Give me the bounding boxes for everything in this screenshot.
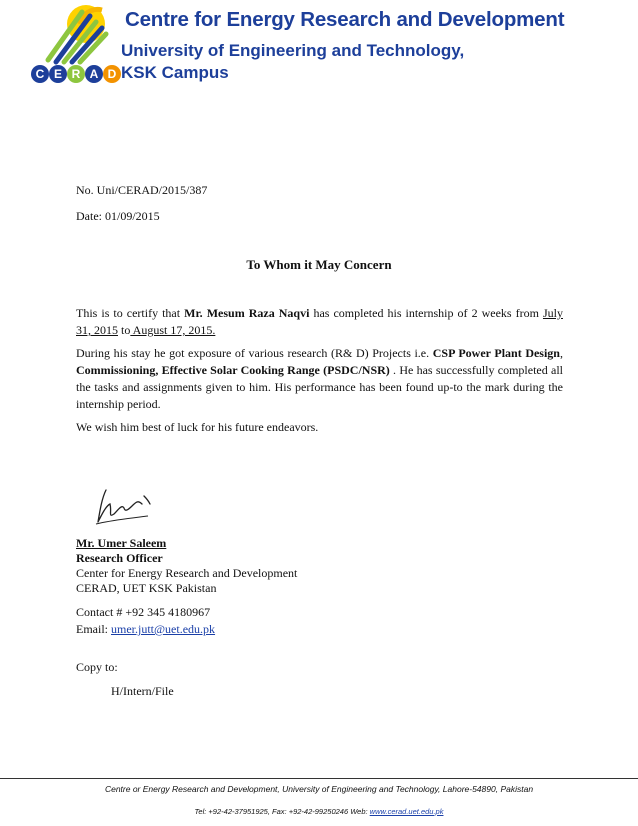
reference-number: No. Uni/CERAD/2015/387 [76, 183, 208, 197]
footer-divider [0, 778, 638, 779]
email-label: Email: [76, 622, 111, 636]
handwritten-signature [92, 484, 160, 528]
p2-text-b: . He has successfully completed all the tasks and assignments given to him. His performance has been found up-to the mark during the internship period. [76, 363, 563, 411]
signatory-name: Mr. Umer Saleem [76, 536, 167, 550]
email-link[interactable]: umer.jutt@uet.edu.pk [111, 622, 216, 636]
footer-contact [0, 807, 638, 816]
footer-phone-fax: Tel: +92-42-37951925, Fax: +92-42-99250246 Web: [194, 807, 370, 816]
paragraph-2 [76, 345, 563, 413]
intern-name: Mr. Mesum Raza Naqvi [184, 306, 310, 320]
p1-text-a: This is to certify that [76, 306, 185, 320]
campus-name: KSK Campus [121, 63, 229, 82]
footer-web-link[interactable]: www.cerad.uet.edu.pk [369, 807, 444, 816]
svg-text:A: A [89, 67, 99, 81]
p1-to-word: to [118, 323, 131, 337]
signatory-location: CERAD, UET KSK Pakistan [76, 581, 217, 595]
svg-text:E: E [53, 67, 63, 81]
signatory-org: Center for Energy Research and Development [76, 566, 298, 580]
svg-text:C: C [35, 67, 45, 81]
signatory-block [76, 536, 297, 596]
svg-text:D: D [107, 67, 117, 81]
letter-subject [0, 257, 638, 273]
header-title: Centre for Energy Research and Development [125, 8, 565, 31]
p1-text-b: has completed his internship of 2 weeks from [309, 306, 543, 320]
header-subtitle [121, 40, 464, 84]
contact-email-line [76, 621, 215, 638]
svg-text:R: R [71, 67, 81, 81]
project-1: CSP Power Plant Design [432, 346, 560, 360]
letter-body [76, 305, 563, 442]
cerad-logo [30, 2, 122, 86]
p2-text-a: During his stay he got exposure of various research (R& D) Projects i.e. [76, 346, 433, 360]
copy-to-item: H/Intern/File [111, 684, 174, 698]
p2-comma: , [559, 346, 563, 360]
letter-date: Date: 01/09/2015 [76, 209, 160, 223]
paragraph-1 [76, 305, 563, 339]
start-date: July 31, 2015 [76, 306, 563, 337]
copy-to-label: Copy to: [76, 660, 118, 674]
subject-text: To Whom it May Concern [246, 257, 392, 272]
end-date: August 17, 2015. [130, 323, 216, 337]
contact-phone: Contact # +92 345 4180967 [76, 605, 211, 619]
footer-address: Centre or Energy Research and Development, University of Engineering and Technology, Lahore-54890, Pakistan [104, 784, 534, 794]
project-2: Commissioning, Effective Solar Cooking Range (PSDC/NSR) [76, 363, 390, 377]
paragraph-3: We wish him best of luck for his future endeavors. [76, 420, 319, 434]
university-name: University of Engineering and Technology, [121, 41, 465, 60]
contact-block [76, 604, 215, 638]
signatory-title: Research Officer [76, 551, 163, 565]
